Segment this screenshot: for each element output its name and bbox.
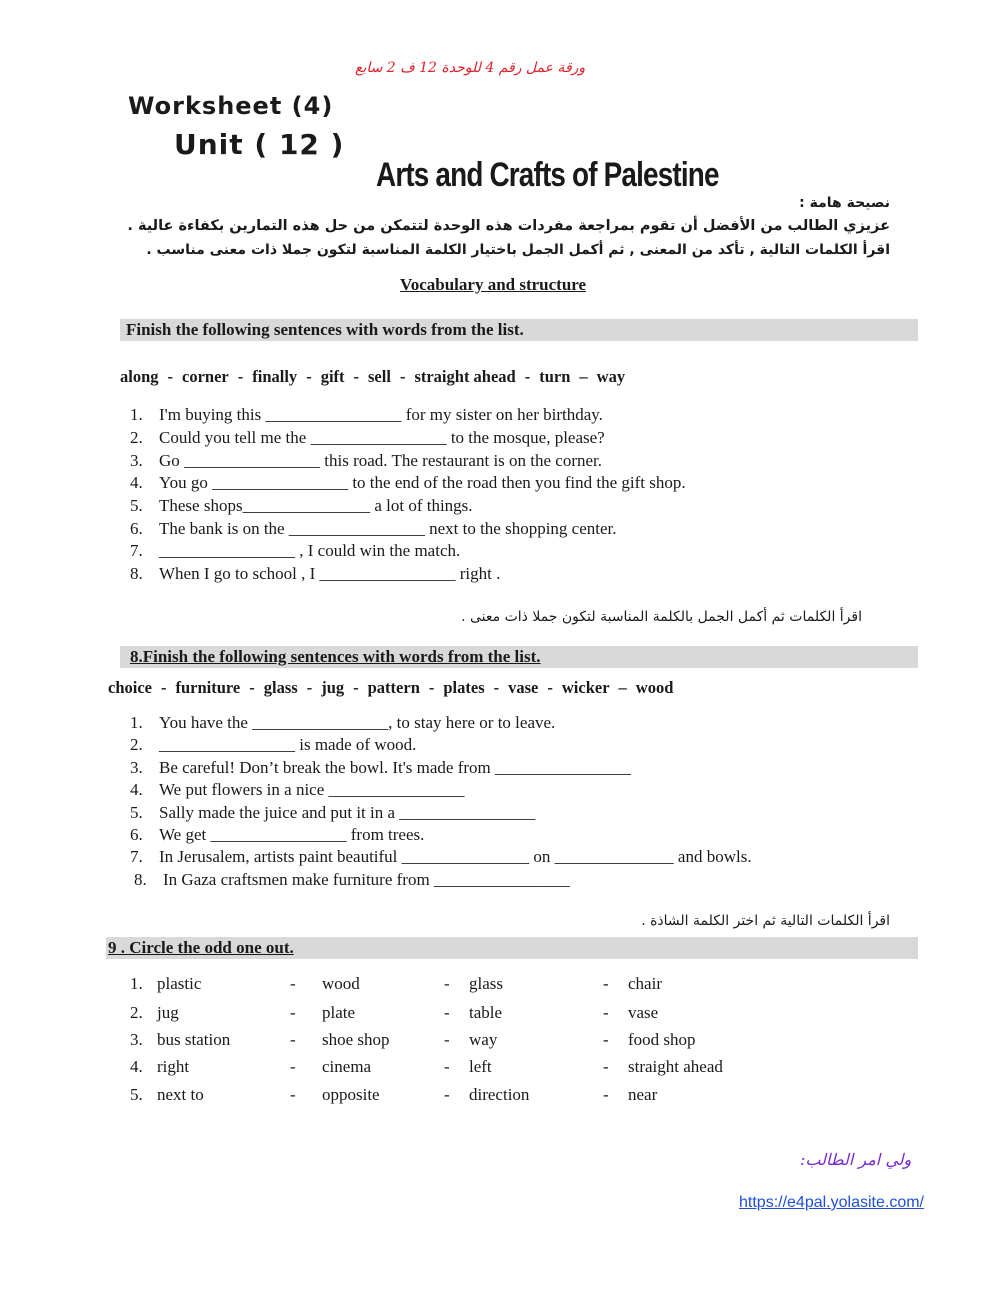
sentence-number: 5. bbox=[130, 803, 143, 822]
dash: - bbox=[444, 1003, 450, 1022]
section2-band bbox=[120, 646, 918, 668]
section2-word-list: choice - furniture - glass - jug - pattern - plates - vase - wicker – wood bbox=[108, 678, 674, 697]
sentence-text: We get ________________ from trees. bbox=[159, 825, 425, 844]
sentence-text: In Gaza craftsmen make furniture from ________________ bbox=[163, 870, 570, 889]
option-b[interactable]: shoe shop bbox=[322, 1030, 390, 1049]
dash: - bbox=[290, 974, 296, 993]
sentence-number: 2. bbox=[130, 428, 143, 447]
section2-sentence bbox=[130, 847, 752, 867]
instruction-3-arabic: اقرأ الكلمات التالية ثم اختر الكلمة الشاذة . bbox=[641, 913, 890, 929]
section2-sentence bbox=[134, 870, 570, 890]
section2-sentence bbox=[130, 780, 465, 800]
dash: - bbox=[603, 974, 609, 993]
word: vase bbox=[508, 678, 539, 697]
word: furniture bbox=[175, 678, 241, 697]
sentence-text: These shops_______________ a lot of things. bbox=[159, 496, 473, 515]
word: corner bbox=[182, 367, 229, 386]
option-d[interactable]: vase bbox=[628, 1003, 659, 1022]
word: turn bbox=[539, 367, 571, 386]
dash: - bbox=[290, 1057, 296, 1076]
word: wicker bbox=[561, 678, 610, 697]
word: sell bbox=[368, 367, 391, 386]
odd-one-out-row bbox=[130, 1057, 830, 1079]
word: pattern bbox=[367, 678, 420, 697]
option-a[interactable]: jug bbox=[157, 1003, 179, 1022]
option-a[interactable]: next to bbox=[157, 1085, 204, 1104]
sentence-number: 4. bbox=[130, 473, 143, 492]
section1-sentence bbox=[130, 405, 603, 425]
section1-sentence bbox=[130, 451, 602, 471]
sentence-number: 1. bbox=[130, 713, 143, 732]
option-b[interactable]: opposite bbox=[322, 1085, 380, 1104]
advice-line-1: عزيزي الطالب من الأفضل أن تقوم بمراجعة مفردات هذه الوحدة لتتمكن من حل هذه التمارين بكفاءة عالية . bbox=[127, 218, 890, 234]
sentence-number: 6. bbox=[130, 519, 143, 538]
section1-word-list: along - corner - finally - gift - sell - straight ahead - turn – way bbox=[120, 367, 626, 386]
section3-band bbox=[106, 937, 918, 959]
row-number: 1. bbox=[130, 974, 143, 993]
section2-sentence bbox=[130, 825, 424, 845]
header-note-arabic: ورقة عمل رقم 4 للوحدة 12 ف 2 سابع bbox=[355, 60, 586, 76]
advice-line-2: اقرأ الكلمات التالية , تأكد من المعنى , ثم أكمل الجمل باختيار الكلمة المناسبة لتكون جملا ذات معنى مناسب . bbox=[146, 242, 890, 258]
dash: - bbox=[603, 1003, 609, 1022]
sentence-text: Go ________________ this road. The restaurant is on the corner. bbox=[159, 451, 603, 470]
sentence-number: 2. bbox=[130, 735, 143, 754]
section1-sentence bbox=[130, 541, 460, 561]
section3-title: 9 . Circle the odd one out. bbox=[108, 938, 294, 957]
sentence-number: 8. bbox=[134, 870, 147, 889]
word: finally bbox=[252, 367, 298, 386]
option-c[interactable]: direction bbox=[469, 1085, 530, 1104]
option-d[interactable]: food shop bbox=[628, 1030, 696, 1049]
sentence-text: ________________ , I could win the match. bbox=[159, 541, 461, 560]
word: plates bbox=[443, 678, 485, 697]
sentence-text: You go ________________ to the end of the road then you find the gift shop. bbox=[159, 473, 686, 492]
option-b[interactable]: cinema bbox=[322, 1057, 372, 1076]
dash: - bbox=[290, 1003, 296, 1022]
section2-sentence bbox=[130, 713, 555, 733]
word: jug bbox=[321, 678, 345, 697]
dash: - bbox=[290, 1030, 296, 1049]
option-c[interactable]: way bbox=[469, 1030, 498, 1049]
odd-one-out-row bbox=[130, 1030, 830, 1052]
sentence-number: 5. bbox=[130, 496, 143, 515]
word: wood bbox=[635, 678, 674, 697]
option-a[interactable]: bus station bbox=[157, 1030, 231, 1049]
sentence-text: We put flowers in a nice ________________ bbox=[159, 780, 465, 799]
sentence-text: When I go to school , I ________________ right . bbox=[159, 564, 501, 583]
dash: - bbox=[603, 1030, 609, 1049]
advice-heading: نصيحة هامة : bbox=[799, 195, 890, 211]
sentence-number: 3. bbox=[130, 451, 143, 470]
section1-sentence bbox=[130, 496, 473, 516]
dash: - bbox=[444, 1057, 450, 1076]
unit-title: Unit ( 12 ) bbox=[174, 128, 345, 161]
dash: - bbox=[603, 1085, 609, 1104]
sentence-number: 3. bbox=[130, 758, 143, 777]
sentence-text: Could you tell me the ________________ to the mosque, please? bbox=[159, 428, 605, 447]
instruction-2-arabic: اقرأ الكلمات ثم أكمل الجمل بالكلمة المناسبة لتكون جملا ذات معنى . bbox=[461, 609, 862, 625]
sentence-text: ________________ is made of wood. bbox=[159, 735, 417, 754]
word: along bbox=[120, 367, 159, 386]
word: straight ahead bbox=[414, 367, 516, 386]
section2-sentence bbox=[130, 803, 535, 823]
sentence-text: The bank is on the ________________ next to the shopping center. bbox=[159, 519, 617, 538]
option-b[interactable]: wood bbox=[322, 974, 360, 993]
word: way bbox=[596, 367, 626, 386]
sentence-text: Be careful! Don’t break the bowl. It's made from ________________ bbox=[159, 758, 632, 777]
dash: - bbox=[603, 1057, 609, 1076]
sentence-text: You have the ________________, to stay here or to leave. bbox=[159, 713, 556, 732]
option-d[interactable]: near bbox=[628, 1085, 658, 1104]
section2-title: 8.Finish the following sentences with words from the list. bbox=[130, 647, 541, 666]
option-c[interactable]: table bbox=[469, 1003, 503, 1022]
website-link[interactable]: https://e4pal.yolasite.com/ bbox=[739, 1194, 924, 1211]
sentence-number: 6. bbox=[130, 825, 143, 844]
sentence-number: 4. bbox=[130, 780, 143, 799]
word: glass bbox=[263, 678, 298, 697]
dash: - bbox=[444, 974, 450, 993]
section1-sentence bbox=[130, 428, 605, 448]
option-a[interactable]: plastic bbox=[157, 974, 202, 993]
row-number: 3. bbox=[130, 1030, 143, 1049]
dash: - bbox=[444, 1030, 450, 1049]
row-number: 5. bbox=[130, 1085, 143, 1104]
sentence-text: Sally made the juice and put it in a ________________ bbox=[159, 803, 536, 822]
word: choice bbox=[108, 678, 152, 697]
odd-one-out-row bbox=[130, 1085, 830, 1107]
option-c[interactable]: glass bbox=[469, 974, 503, 993]
option-d[interactable]: straight ahead bbox=[628, 1057, 723, 1076]
option-b[interactable]: plate bbox=[322, 1003, 356, 1022]
dash: - bbox=[444, 1085, 450, 1104]
sentence-number: 1. bbox=[130, 405, 143, 424]
odd-one-out-row bbox=[130, 974, 830, 996]
option-a[interactable]: right bbox=[157, 1057, 190, 1076]
sentence-number: 7. bbox=[130, 541, 143, 560]
vocab-heading: Vocabulary and structure bbox=[400, 275, 587, 294]
row-number: 4. bbox=[130, 1057, 143, 1076]
word: gift bbox=[320, 367, 345, 386]
guardian-signature-label: ولي امر الطالب: bbox=[800, 1150, 912, 1169]
section1-title: Finish the following sentences with words from the list. bbox=[126, 320, 524, 339]
worksheet-title: Worksheet (4) bbox=[128, 92, 334, 120]
lesson-title: Arts and Crafts of Palestine bbox=[376, 156, 719, 194]
sentence-number: 8. bbox=[130, 564, 143, 583]
option-d[interactable]: chair bbox=[628, 974, 662, 993]
sentence-number: 7. bbox=[130, 847, 143, 866]
sentence-text: In Jerusalem, artists paint beautiful _______________ on ______________ and bowls. bbox=[159, 847, 752, 866]
sentence-text: I'm buying this ________________ for my sister on her birthday. bbox=[159, 405, 603, 424]
section1-sentence bbox=[130, 473, 686, 493]
section1-sentence bbox=[130, 564, 500, 584]
option-c[interactable]: left bbox=[469, 1057, 492, 1076]
section2-sentence bbox=[130, 735, 416, 755]
section2-sentence bbox=[130, 758, 631, 778]
odd-one-out-row bbox=[130, 1003, 830, 1025]
dash: - bbox=[290, 1085, 296, 1104]
section1-sentence bbox=[130, 519, 617, 539]
section1-band bbox=[120, 319, 918, 341]
row-number: 2. bbox=[130, 1003, 143, 1022]
